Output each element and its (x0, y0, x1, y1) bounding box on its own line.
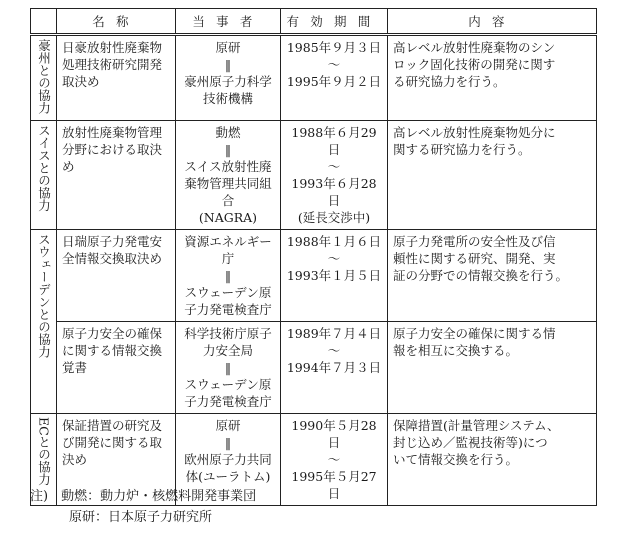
table-row (31, 35, 597, 121)
content-text: 原子力安全の確保に関する情 報を相互に交換する。 (393, 326, 556, 358)
header-row (31, 9, 597, 35)
table-row (31, 121, 597, 230)
content-text: 原子力発電所の安全性及び信 頼性に関する研究、開発、実 証の分野での情報交換を行う。 (393, 234, 569, 283)
parties-cell (176, 35, 281, 121)
period-text: 1989年７月４日 ～ 1994年７月３日 (286, 326, 382, 375)
content-text: 高レベル放射性廃棄物のシン ロック固化技術の開発に関す る研究協力を行う。 (393, 40, 556, 89)
content-cell (388, 414, 597, 506)
content-text: 高レベル放射性廃棄物処分に 関する研究協力を行う。 (393, 125, 556, 157)
parties-cell (176, 230, 281, 322)
agreement-name-cell (57, 230, 176, 322)
period-cell (281, 121, 388, 230)
period-text: 1990年５月28日 ～ 1995年５月27日 (291, 418, 377, 501)
parties-cell (176, 121, 281, 230)
header-name: 名称 (57, 9, 176, 35)
header-period: 有効期間 (281, 9, 388, 35)
parties-text: 資源エネルギー 庁 ‖ スウェーデン原 子力発電検査庁 (184, 234, 272, 317)
partner-label: ECとの協力 (36, 417, 52, 486)
content-cell (388, 35, 597, 121)
table-row (31, 322, 597, 414)
agreement-name: 放射性廃棄物管理 分野における取決 め (62, 125, 163, 174)
partner-label: スウェーデンとの協力 (36, 233, 52, 358)
content-text: 保障措置(計量管理システム、 封じ込め／監視技術等)につ いて情報交換を行う。 (393, 418, 560, 467)
period-text: 1988年１月６日 ～ 1993年１月５日 (286, 234, 382, 283)
partner-label: 豪州との協力 (36, 39, 52, 114)
agreement-name: 日豪放射性廃棄物 処理技術研究開発 取決め (62, 40, 163, 89)
partner-cell (31, 121, 57, 230)
partner-cell (31, 35, 57, 121)
agreement-name: 日瑞原子力発電安 全情報交換取決め (62, 234, 163, 266)
parties-text: 原研 ‖ 豪州原子力科学 技術機構 (184, 40, 272, 106)
period-text: 1988年６月29日 ～ 1993年６月28日 (延長交渉中) (291, 125, 377, 225)
parties-text: 原研 ‖ 欧州原子力共同 体(ユーラトム) (184, 418, 272, 484)
agreement-name-cell (57, 35, 176, 121)
content-cell (388, 322, 597, 414)
period-text: 1985年９月３日 ～ 1995年９月２日 (286, 40, 382, 89)
agreement-name-cell (57, 322, 176, 414)
header-content: 内容 (388, 9, 597, 35)
footnotes (30, 486, 256, 528)
footnote-genken: 原研：日本原子力研究所 (30, 510, 213, 525)
agreement-name-cell (57, 121, 176, 230)
header-parties: 当事者 (176, 9, 281, 35)
period-cell (281, 322, 388, 414)
period-cell (281, 230, 388, 322)
content-cell (388, 230, 597, 322)
agreement-name: 保証措置の研究及 び開発に関する取 決め (62, 418, 163, 467)
partner-label: スイスとの協力 (36, 124, 52, 212)
partner-cell (31, 230, 57, 414)
period-cell (281, 35, 388, 121)
content-cell (388, 121, 597, 230)
footnote-donen: 注) 動燃：動力炉・核燃料開発事業団 (30, 489, 257, 504)
parties-text: 動燃 ‖ スイス放射性廃 棄物管理共同組 合 (NAGRA) (184, 125, 272, 225)
period-cell (281, 414, 388, 506)
parties-text: 科学技術庁原子 力安全局 ‖ スウェーデン原 子力発電検査庁 (184, 326, 272, 409)
parties-cell (176, 322, 281, 414)
header-partner (31, 9, 57, 35)
table-row (31, 230, 597, 322)
agreements-table (30, 8, 597, 506)
agreement-name: 原子力安全の確保 に関する情報交換 覚書 (62, 326, 163, 375)
